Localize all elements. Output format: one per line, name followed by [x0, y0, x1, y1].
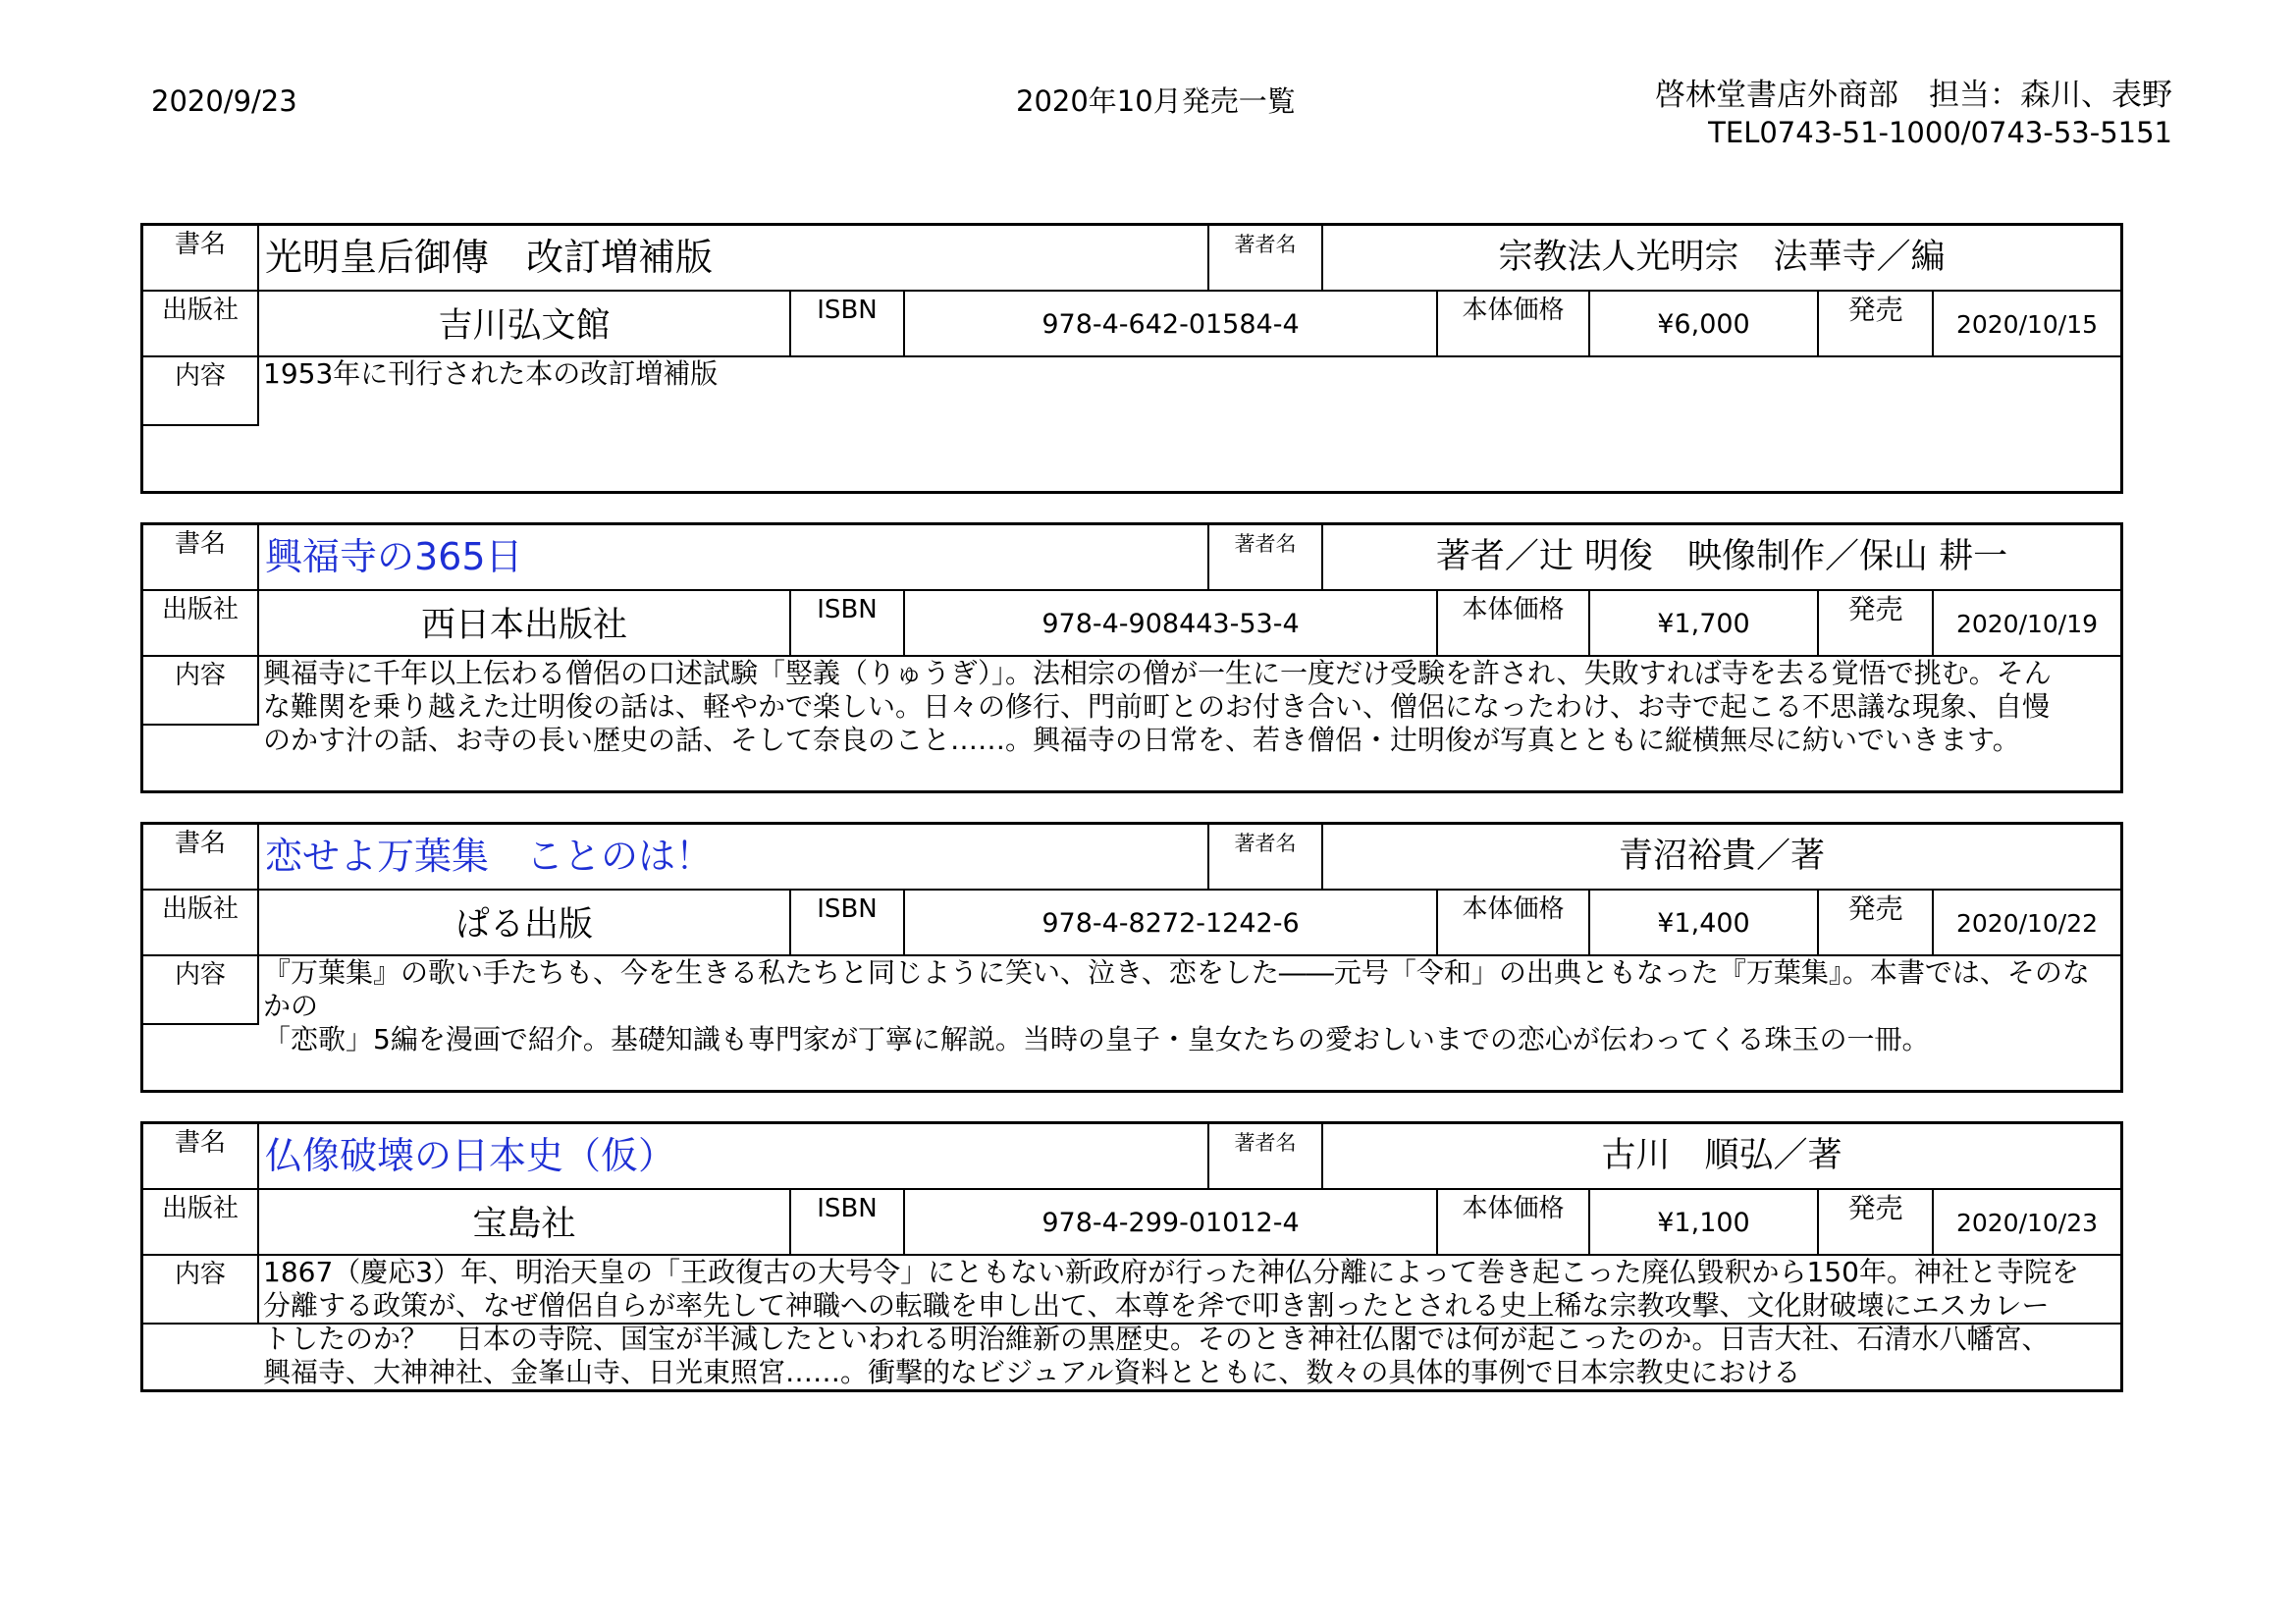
document-title: 2020年10月発売一覧 [1016, 84, 1296, 118]
book-publisher: ぱる出版 [259, 891, 791, 956]
publisher-label: 出版社 [143, 891, 259, 956]
store-contact: 啓林堂書店外商部 担当：森川、表野 [1655, 78, 2172, 113]
book-author: 青沼裕貴／著 [1323, 825, 2120, 891]
isbn-label: ISBN [791, 292, 905, 357]
divider [143, 424, 259, 426]
release-label: 発売 [1819, 1190, 1934, 1256]
divider [143, 724, 259, 726]
book-title: 興福寺の365日 [259, 525, 1209, 591]
divider [143, 1023, 259, 1025]
book-title: 光明皇后御傳 改訂増補版 [259, 226, 1209, 292]
description-line: 興福寺、大神神社、金峯山寺、日光東照宮……。衝撃的なビジュアル資料とともに、数々の具体的事例で日本宗教史における [263, 1356, 1801, 1388]
isbn-label: ISBN [791, 591, 905, 657]
description-line: のかす汁の話、お寺の長い歴史の話、そして奈良のこと……。興福寺の日常を、若き僧侶・辻明俊が写真とともに縦横無尽に紡いでいきます。 [263, 724, 2020, 756]
book-entry [140, 1121, 2123, 1392]
book-release-date: 2020/10/19 [1934, 591, 2120, 657]
description-line: 分離する政策が、なぜ僧侶自らが率先して神職への転職を申し出て、本尊を斧で叩き割ったとされる史上稀な宗教攻撃、文化財破壊にエスカレー [263, 1289, 2050, 1322]
book-price: ¥1,400 [1590, 891, 1819, 956]
book-author: 宗教法人光明宗 法華寺／編 [1323, 226, 2120, 292]
price-label: 本体価格 [1438, 292, 1590, 357]
book-description [259, 357, 2120, 491]
isbn-label: ISBN [791, 1190, 905, 1256]
book-isbn: 978-4-908443-53-4 [905, 591, 1438, 657]
book-author: 著者／辻 明俊 映像制作／保山 耕一 [1323, 525, 2120, 591]
book-entry [140, 822, 2123, 1093]
book-isbn: 978-4-299-01012-4 [905, 1190, 1438, 1256]
author-label: 著者名 [1209, 226, 1323, 292]
description-line: トしたのか？ 日本の寺院、国宝が半減したといわれる明治維新の黒歴史。そのとき神社仏閣では何が起こったのか。日吉大社、石清水八幡宮、 [263, 1323, 2050, 1355]
content-label: 内容 [143, 1256, 259, 1323]
book-title: 恋せよ万葉集 ことのは！ [259, 825, 1209, 891]
isbn-label: ISBN [791, 891, 905, 956]
book-publisher: 宝島社 [259, 1190, 791, 1256]
author-label: 著者名 [1209, 825, 1323, 891]
book-entry [140, 522, 2123, 793]
book-description [259, 1256, 2120, 1389]
price-label: 本体価格 [1438, 1190, 1590, 1256]
publisher-label: 出版社 [143, 1190, 259, 1256]
price-label: 本体価格 [1438, 891, 1590, 956]
description-line: 1953年に刊行された本の改訂増補版 [263, 357, 719, 390]
title-label: 書名 [143, 1124, 259, 1190]
content-label: 内容 [143, 357, 259, 424]
book-publisher: 吉川弘文館 [259, 292, 791, 357]
book-release-date: 2020/10/15 [1934, 292, 2120, 357]
release-label: 発売 [1819, 292, 1934, 357]
title-label: 書名 [143, 825, 259, 891]
description-line: 「恋歌」5編を漫画で紹介。基礎知識も専門家が丁寧に解説。当時の皇子・皇女たちの愛おしいまでの恋心が伝わってくる珠玉の一冊。 [263, 1023, 1930, 1055]
description-line: 興福寺に千年以上伝わる僧侶の口述試験「竪義（りゅうぎ）」。法相宗の僧が一生に一度だけ受験を許され、失敗すれば寺を去る覚悟で挑む。そん [263, 657, 2052, 689]
description-line: 『万葉集』の歌い手たちも、今を生きる私たちと同じように笑い、泣き、恋をした――元号「令和」の出典ともなった『万葉集』。本書では、そのなかの [263, 956, 2090, 1022]
book-isbn: 978-4-642-01584-4 [905, 292, 1438, 357]
title-label: 書名 [143, 525, 259, 591]
release-label: 発売 [1819, 591, 1934, 657]
author-label: 著者名 [1209, 525, 1323, 591]
book-isbn: 978-4-8272-1242-6 [905, 891, 1438, 956]
book-description [259, 657, 2120, 790]
author-label: 著者名 [1209, 1124, 1323, 1190]
book-entry [140, 223, 2123, 494]
description-line: 1867（慶応3）年、明治天皇の「王政復古の大号令」にともない新政府が行った神仏分離によって巻き起こった廃仏毀釈から150年。神社と寺院を [263, 1256, 2079, 1288]
publisher-label: 出版社 [143, 292, 259, 357]
book-release-date: 2020/10/23 [1934, 1190, 2120, 1256]
book-publisher: 西日本出版社 [259, 591, 791, 657]
book-price: ¥6,000 [1590, 292, 1819, 357]
content-label: 内容 [143, 956, 259, 1023]
book-release-date: 2020/10/22 [1934, 891, 2120, 956]
price-label: 本体価格 [1438, 591, 1590, 657]
book-price: ¥1,700 [1590, 591, 1819, 657]
publisher-label: 出版社 [143, 591, 259, 657]
release-label: 発売 [1819, 891, 1934, 956]
book-author: 古川 順弘／著 [1323, 1124, 2120, 1190]
content-label: 内容 [143, 657, 259, 724]
store-phone: TEL0743-51-1000/0743-53-5151 [1708, 116, 2172, 149]
book-description [259, 956, 2120, 1090]
title-label: 書名 [143, 226, 259, 292]
book-title: 仏像破壊の日本史（仮） [259, 1124, 1209, 1190]
document-date: 2020/9/23 [151, 84, 297, 118]
book-price: ¥1,100 [1590, 1190, 1819, 1256]
description-line: な難関を乗り越えた辻明俊の話は、軽やかで楽しい。日々の修行、門前町とのお付き合い、僧侶になったわけ、お寺で起こる不思議な現象、自慢 [263, 690, 2051, 723]
